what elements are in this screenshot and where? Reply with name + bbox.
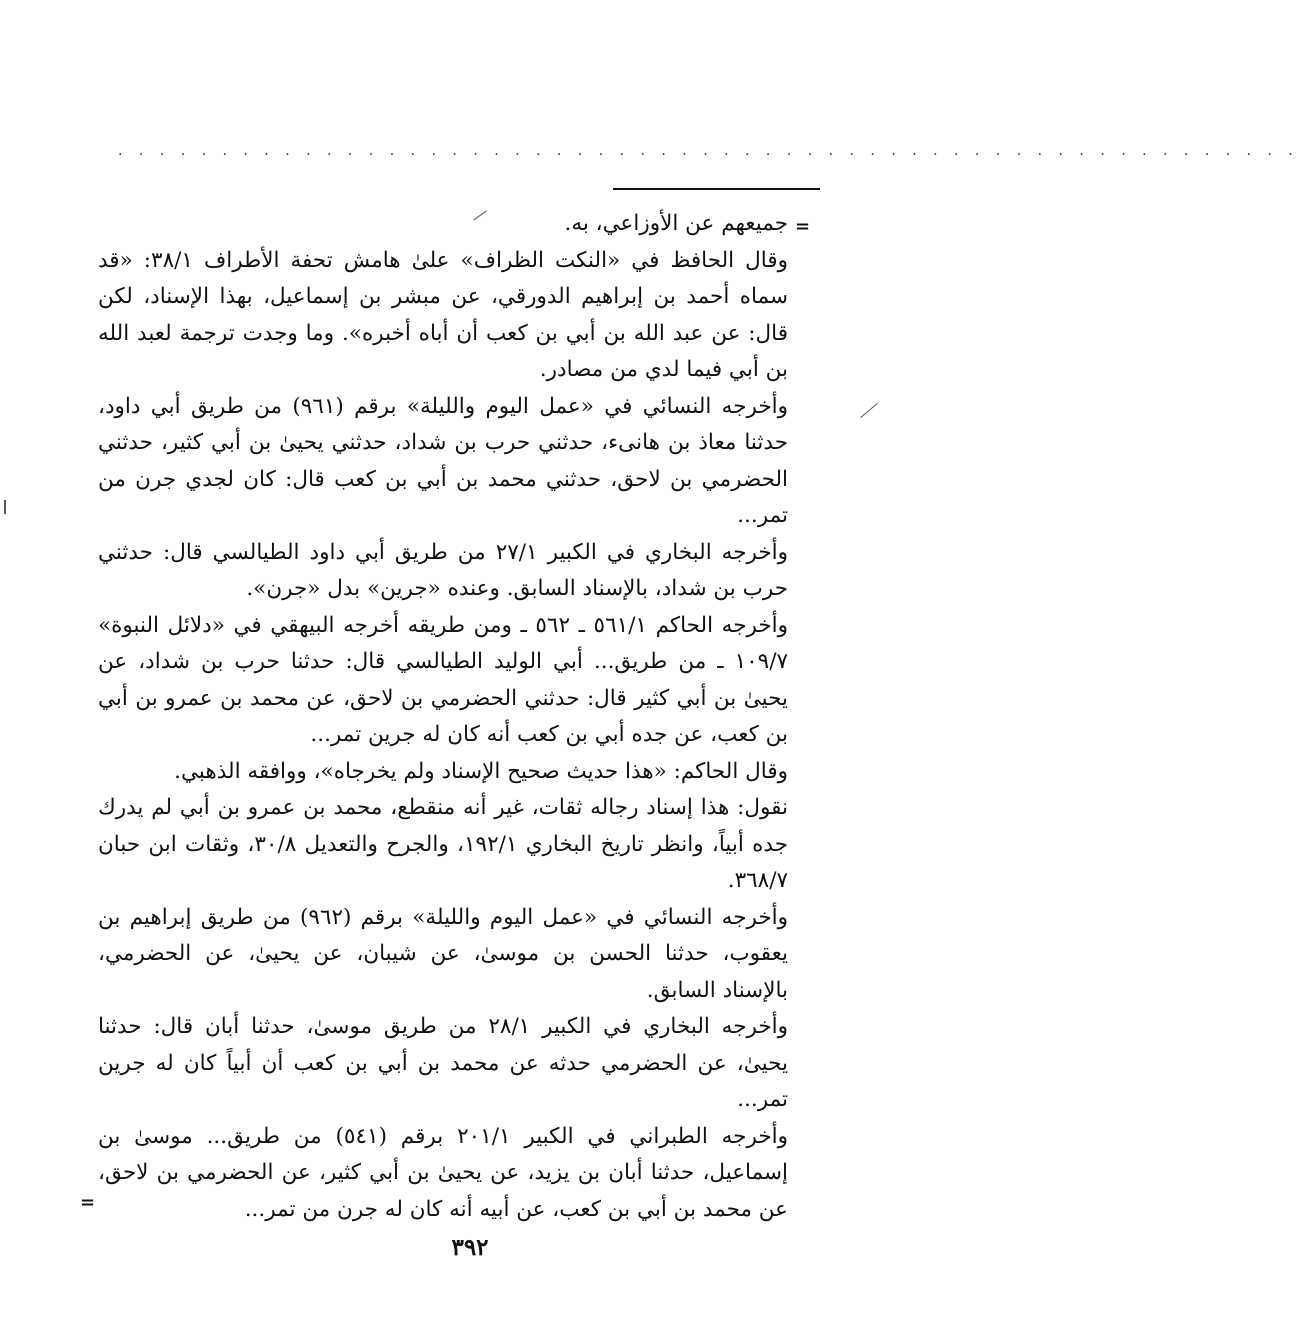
paragraph-6: وقال الحاكم: «هذا حديث صحيح الإسناد ولم يخرجاه»، ووافقه الذهبي. <box>174 758 788 784</box>
paragraph-10: وأخرجه الطبراني في الكبير ٢٠١/١ برقم (٥٤١) من طريق... موسىٰ بن إسماعيل، حدثنا أبان بن يزيد، عن يحيىٰ بن أبي كثير، عن الحضرمي بن لاحق، عن محمد بن أبي بن كعب، عن أبيه أنه كان له جرن من تمر... <box>98 1123 788 1222</box>
paragraph-8: وأخرجه النسائي في «عمل اليوم والليلة» برقم (٩٦٢) من طريق إبراهيم بن يعقوب، حدثنا الحسن بن موسىٰ، عن شيبان، عن يحيىٰ، عن الحضرمي، بالإسناد السابق. <box>98 904 788 1003</box>
margin-mark <box>4 500 6 514</box>
continuation-marker-top: = <box>795 216 811 237</box>
footnote-text <box>98 206 788 1228</box>
paragraph-5: وأخرجه الحاكم ٥٦١/١ ـ ٥٦٢ ـ ومن طريقه أخرجه البيهقي في «دلائل النبوة» ١٠٩/٧ ـ من طريق... أبي الوليد الطيالسي قال: حدثنا حرب بن شداد، عن يحيىٰ بن أبي كثير قال: حدثني الحضرمي بن لاحق، عن محمد بن عمرو بن أبي بن كعب، عن جده أبي بن كعب أنه كان له جرين تمر... <box>98 612 789 747</box>
paragraph-2: وقال الحافظ في «النكت الظراف» علىٰ هامش تحفة الأطراف ٣٨/١: «قد سماه أحمد بن إبراهيم الدورقي، عن مبشر بن إسماعيل، بهذا الإسناد، لكن قال: عن عبد الله بن أبي بن كعب أن أباه أخبره». وما وجدت ترجمة لعبد الله بن أبي فيما لدي من مصادر. <box>98 247 789 382</box>
paragraph-3: وأخرجه النسائي في «عمل اليوم والليلة» برقم (٩٦١) من طريق أبي داود، حدثنا معاذ بن هانىء، حدثني حرب بن شداد، حدثني يحيىٰ بن أبي كثير، حدثني الحضرمي بن لاحق، حدثني محمد بن أبي بن كعب قال: كان لجدي جرن من تمر... <box>98 393 788 528</box>
continuation-marker-bottom: = <box>80 1192 96 1213</box>
paragraph-7: نقول: هذا إسناد رجاله ثقات، غير أنه منقطع، محمد بن عمرو بن أبي لم يدرك جده أبياً، وانظر تاريخ البخاري ١٩٢/١، والجرح والتعديل ٣٠/٨، وثقات ابن حبان ٣٦٨/٧. <box>98 795 789 893</box>
page-number: ٣٩٢ <box>451 1234 489 1261</box>
footnote-rule <box>613 188 820 190</box>
paragraph-4: وأخرجه البخاري في الكبير ٢٧/١ من طريق أبي داود الطيالسي قال: حدثني حرب بن شداد، بالإسناد السابق. وعنده «جرين» بدل «جرن». <box>98 539 788 601</box>
paragraph-1: جميعهم عن الأوزاعي، به. <box>564 211 788 236</box>
paragraph-9: وأخرجه البخاري في الكبير ٢٨/١ من طريق موسىٰ، حدثنا أبان قال: حدثنا يحيىٰ، عن الحضرمي حدثه عن محمد بن أبي بن كعب أن أبياً كان له جرين تمر... <box>98 1014 789 1112</box>
pen-mark <box>860 403 877 418</box>
dotted-separator: . . . . . . . . . . . . . . . . . . . . . . . . . . . . . . . . . . . . . . . . . . . . . . . . . . . . . . . . . <box>118 143 1299 159</box>
